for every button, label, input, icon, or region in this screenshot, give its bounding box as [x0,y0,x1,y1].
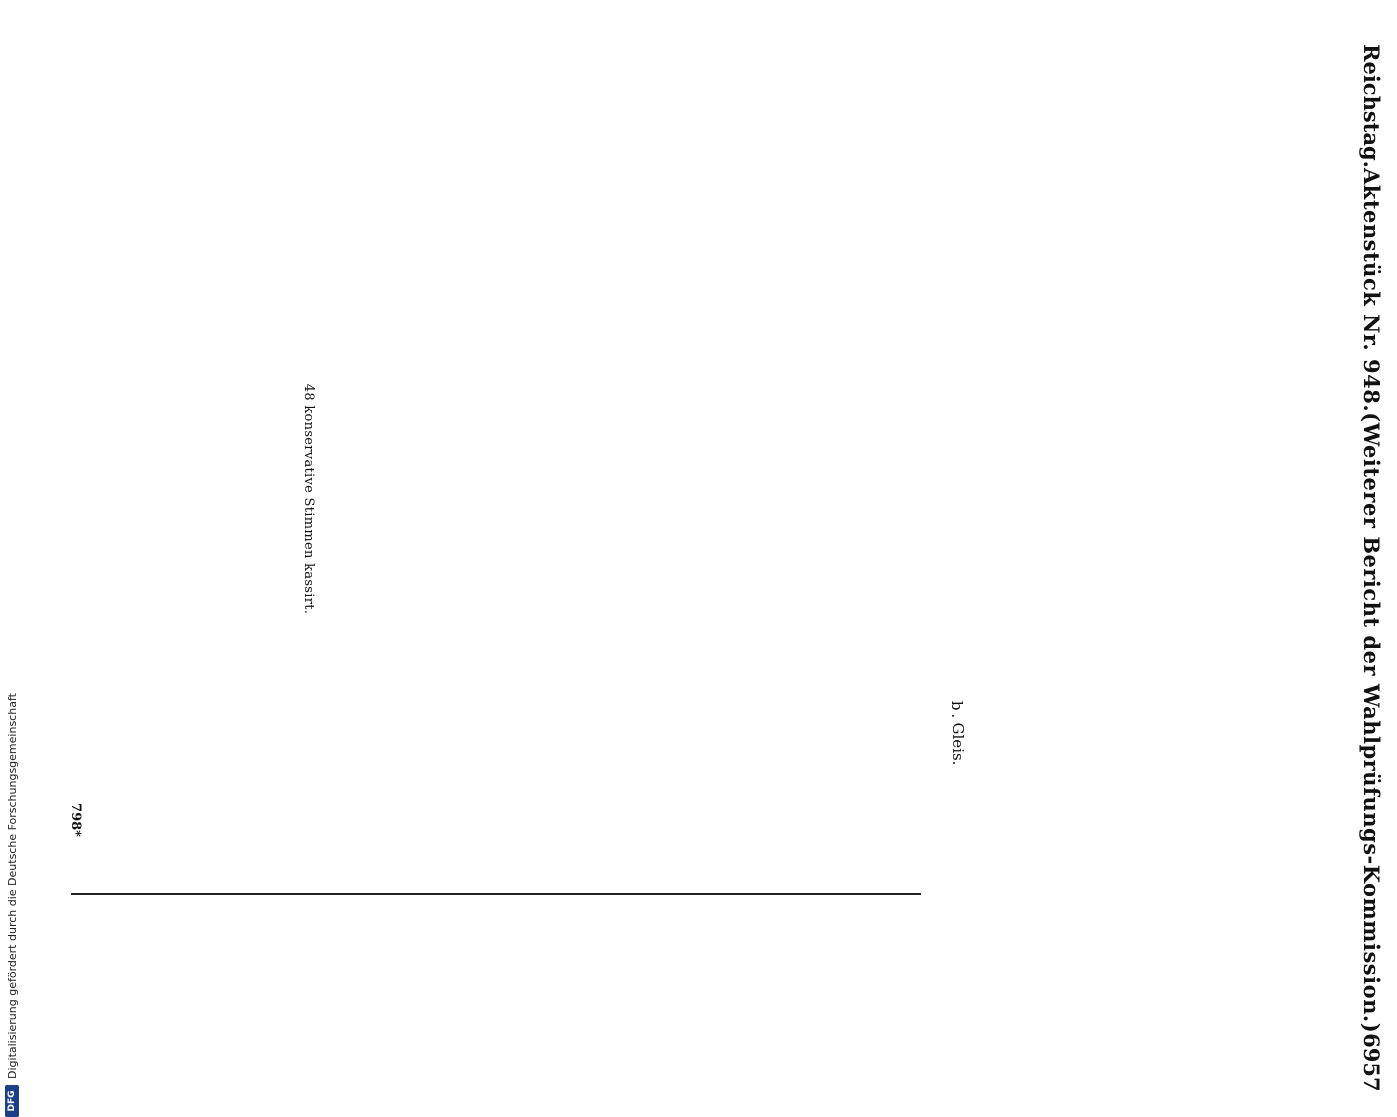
header-left-reichstag: Reichstag. [1359,44,1385,168]
vote-tally-line: 48 konservative Stimmen kassirt. [301,383,316,615]
dfg-logo: DFG [5,1085,19,1117]
section-marker-gleis: Gleis. [949,722,967,766]
running-header [1359,44,1385,1092]
digitization-note: Digitalisierung gefördert durch die Deutsche Forschungsgemeinschaft [5,693,19,1079]
text-column-left [290,100,790,880]
digitization-footer [3,527,21,1117]
page-number: 6957 [1359,1033,1385,1092]
section-marker-b: b. [948,700,966,722]
header-report-title: (Weiterer Bericht der Wahlprüfungs-Kommission.) [1359,412,1385,1034]
header-document-number: Aktenstück Nr. 948. [1359,167,1385,413]
sheet-signature: 798* [68,803,83,837]
